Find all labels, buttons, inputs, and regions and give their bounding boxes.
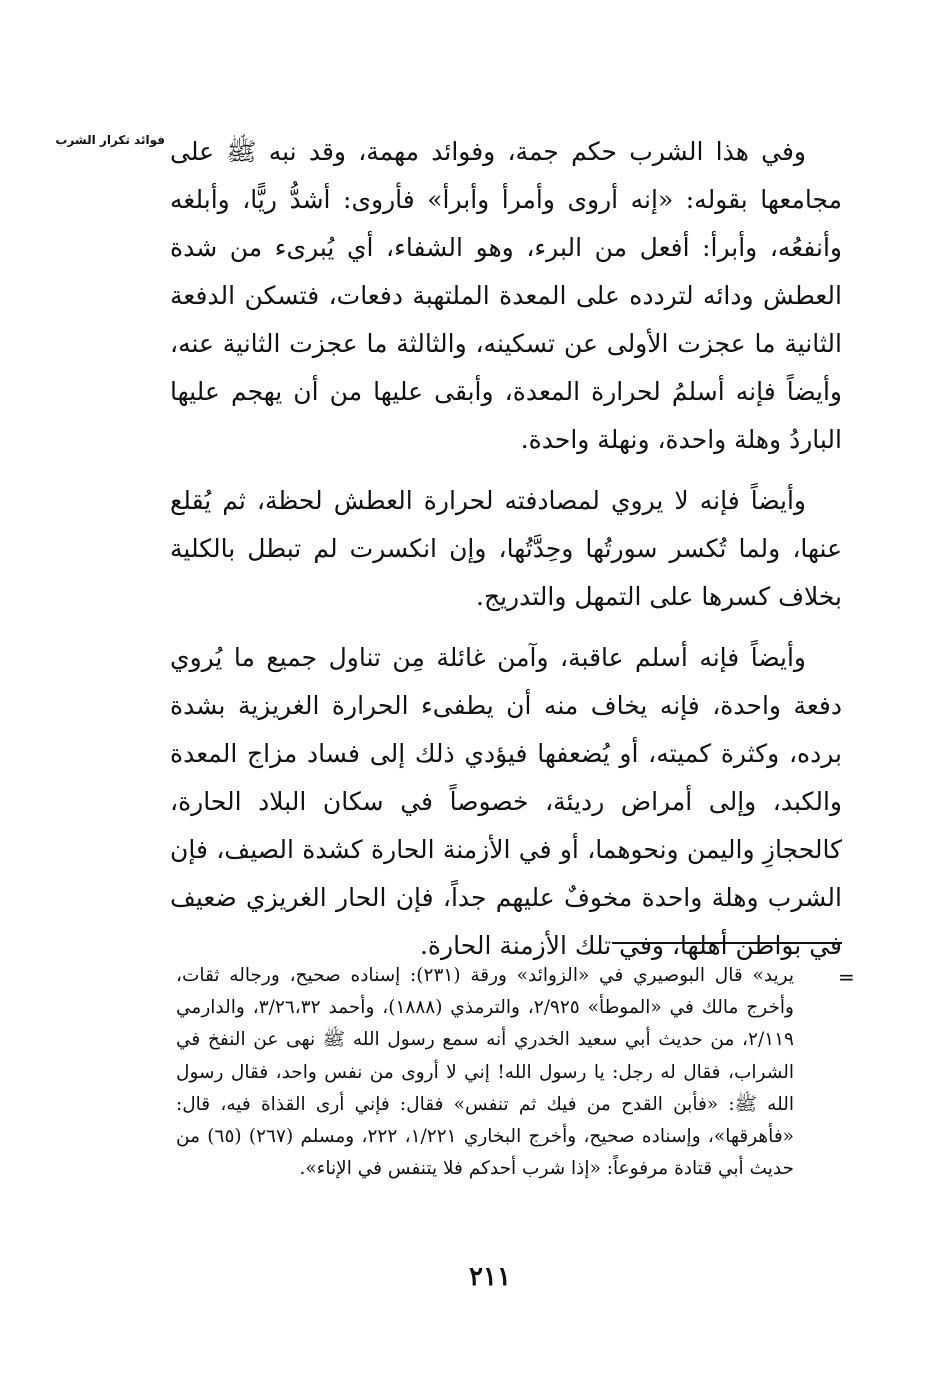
page-number: ٢١١ xyxy=(469,1262,511,1292)
main-text xyxy=(170,128,842,983)
footnote-continuation-marker: = xyxy=(838,965,855,989)
footnote: يريد» قال البوصيري في «الزوائد» ورقة (٢٣١): إسناده صحيح، ورجاله ثقات، وأخرج مالك في «الموطأ» ٢/٩٢٥، والترمذي (١٨٨٨)، وأحمد ٣/٢٦،٣٢، والدارمي ٢/١١٩، من حديث أبي سعيد الخدري أنه سمع رسول الله ﷺ نهى عن النفخ في الشراب، فقال له رجل: يا رسول الله! إني لا أروى من نفس واحد، فقال رسول الله ﷺ: «فأبن القدح من فيك ثم تنفس» فقال: فإني أرى القذاة فيه، قال: «فأهرقها»، وإسناده صحيح، وأخرج البخاري ١/٢٢١، ٢٢٢، ومسلم (٢٦٧) (٦٥) من حديث أبي قتادة مرفوعاً: «إذا شرب أحدكم فلا يتنفس في الإناء». xyxy=(176,965,794,1180)
paragraph-1: وفي هذا الشرب حكم جمة، وفوائد مهمة، وقد نبه ﷺ على مجامعها بقوله: «إنه أروى وأمرأ وأبرأ» فأروى: أشدُّ ريًّا، وأبلغه وأنفعُه، وأبرأ: أفعل من البرء، وهو الشفاء، أي يُبرىء من شدة العطش ودائه لتردده على المعدة الملتهبة دفعات، فتسكن الدفعة الثانية ما عجزت الأولى عن تسكينه، والثالثة ما عجزت الثانية عنه، وأيضاً فإنه أسلمُ لحرارة المعدة، وأبقى عليها من أن يهجم عليها الباردُ وهلة واحدة، ونهلة واحدة. xyxy=(170,137,842,454)
paragraph-3: وأيضاً فإنه أسلم عاقبة، وآمن غائلة مِن تناول جميع ما يُروي دفعة واحدة، فإنه يخاف منه أن يطفىء الحرارة الغريزية بشدة برده، وكثرة كميته، أو يُضعفها فيؤدي ذلك إلى فساد مزاج المعدة والكبد، وإلى أمراض رديئة، خصوصاً في سكان البلاد الحارة، كالحجازِ واليمن ونحوهما، أو في الأزمنة الحارة كشدة الصيف، فإن الشرب وهلة واحدة مخوفٌ عليهم جداً، فإن الحار الغريزي ضعيف في بواطن أهلها، وفي تلك الأزمنة الحارة. xyxy=(170,643,842,960)
margin-note: فوائد تكرار الشرب xyxy=(55,133,165,147)
paragraph-2: وأيضاً فإنه لا يروي لمصادفته لحرارة العطش لحظة، ثم يُقلع عنها، ولما تُكسر سورتُها وحِدَّتُها، وإن انكسرت لم تبطل بالكلية بخلاف كسرها على التمهل والتدريج. xyxy=(170,486,842,611)
footnote-divider xyxy=(612,942,842,944)
